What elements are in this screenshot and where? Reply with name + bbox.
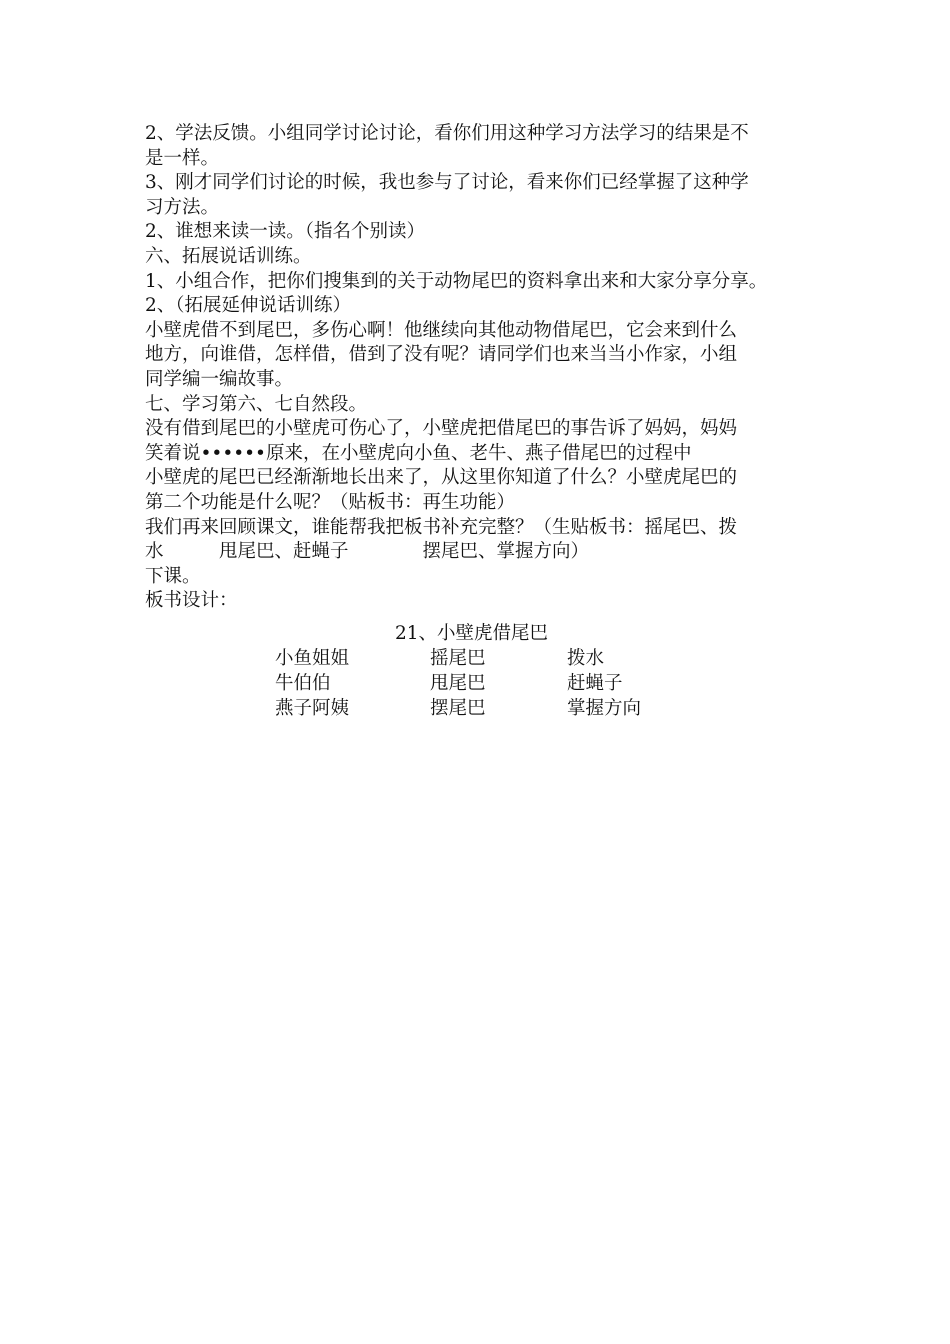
text-line: 2、（拓展延伸说话训练） — [145, 295, 352, 317]
board-row — [0, 697, 950, 722]
text-line: 笑着说••••••原来，在小壁虎向小鱼、老牛、燕子借尾巴的过程中 — [145, 442, 692, 464]
section-heading: 七、学习第六、七自然段。 — [145, 393, 368, 415]
text-line: 水 甩尾巴、赶蝇子 摆尾巴、掌握方向） — [145, 541, 590, 563]
board-tail-action: 甩尾巴 — [430, 673, 486, 694]
text-line: 第二个功能是什么呢？（贴板书：再生功能） — [145, 491, 516, 513]
board-row — [0, 647, 950, 672]
text-line: 小壁虎借不到尾巴，多伤心啊！他继续向其他动物借尾巴，它会来到什么 — [145, 319, 738, 341]
text-line: 小壁虎的尾巴已经渐渐地长出来了，从这里你知道了什么？小壁虎尾巴的 — [145, 467, 738, 489]
text-line: 习方法。 — [145, 196, 220, 218]
text-line: 是一样。 — [145, 147, 220, 169]
board-tail-function: 赶蝇子 — [567, 673, 623, 694]
text-line: 3、刚才同学们讨论的时候，我也参与了讨论，看来你们已经掌握了这种学 — [145, 172, 749, 194]
board-tail-action: 摆尾巴 — [430, 698, 486, 719]
text-line: 同学编一编故事。 — [145, 368, 294, 390]
board-character: 燕子阿姨 — [275, 698, 350, 719]
board-tail-action: 摇尾巴 — [430, 648, 486, 669]
board-tail-function: 拨水 — [567, 648, 605, 669]
section-heading: 六、拓展说话训练。 — [145, 245, 312, 267]
text-line: 2、学法反馈。小组同学讨论讨论，看你们用这种学习方法学习的结果是不 — [145, 123, 749, 144]
board-character: 牛伯伯 — [275, 673, 331, 694]
text-line: 板书设计： — [145, 590, 238, 612]
text-line: 2、谁想来读一读。（指名个别读） — [145, 221, 426, 243]
text-line: 地方，向谁借，怎样借，借到了没有呢？请同学们也来当当小作家，小组 — [145, 344, 738, 366]
text-line: 没有借到尾巴的小壁虎可伤心了，小壁虎把借尾巴的事告诉了妈妈，妈妈 — [145, 418, 738, 440]
text-line: 我们再来回顾课文，谁能帮我把板书补充完整？（生贴板书：摇尾巴、拨 — [145, 516, 738, 538]
board-tail-function: 掌握方向 — [567, 698, 642, 719]
text-line: 下课。 — [145, 565, 201, 587]
board-character: 小鱼姐姐 — [275, 648, 350, 669]
board-row — [0, 672, 950, 697]
lesson-text — [145, 122, 825, 614]
board-title: 21、小壁虎借尾巴 — [395, 623, 549, 644]
text-line: 1、小组合作，把你们搜集到的关于动物尾巴的资料拿出来和大家分享分享。 — [145, 270, 768, 292]
